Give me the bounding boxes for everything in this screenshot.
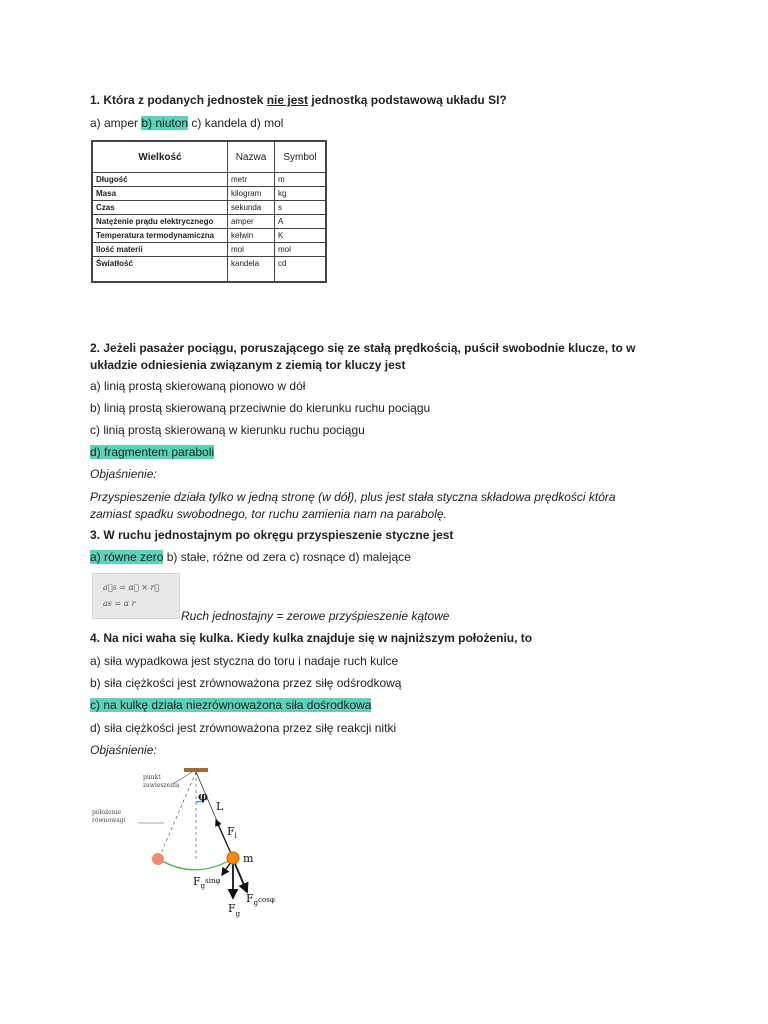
question-4-title: 4. Na nici waha się kulka. Kiedy kulka znajduje się w najniższym położeniu, to (90, 631, 533, 645)
option-a: a) siła wypadkowa jest styczna do toru i nadaje ruch kulce (90, 654, 399, 668)
formula-line-1: a⃗s = α⃗ × r⃗ (103, 583, 160, 592)
equilibrium-label-line-2: równowagi (92, 817, 126, 824)
option-d: d) siła ciężkości jest zrównoważona przez siłę reakcji nitki (90, 721, 397, 735)
sin-component-label: $F_g^{sin\varphi}$ (193, 875, 221, 890)
option-c: c) linią prostą skierowaną w kierunku ruchu pociągu (90, 423, 365, 437)
ceiling-mount (184, 768, 208, 772)
gravity-label: $F_g$ (228, 902, 241, 918)
question-1-title: 1. Która z podanych jednostek nie jest jednostką podstawową układu SI? (90, 93, 507, 107)
table-header: Nazwa (228, 141, 275, 173)
length-label: L (216, 800, 224, 813)
left-ball (152, 853, 164, 865)
mass-label: m (243, 852, 254, 865)
formula-line-2: as = α r (103, 599, 136, 608)
question-1-options: a) amper b) niuton c) kandela d) mol (90, 116, 284, 130)
table-row: Światłość kandela cd (92, 257, 326, 283)
question-3-title: 3. W ruchu jednostajnym po okręgu przyspieszenie styczne jest (90, 528, 454, 542)
explanation-text: Przyspieszenie działa tylko w jedną stronę (w dół), plus jest stała styczna składowa prędkości która zamiast spadku swobodnego, tor ruchu zamienia nam na parabolę. (90, 490, 616, 521)
angle-label: φ (198, 790, 208, 803)
si-units-table (91, 140, 327, 283)
table-row: Długość metr m (92, 173, 326, 187)
table-row: Natężenie prądu elektrycznego amper A (92, 215, 326, 229)
pivot-label-line-2: zawieszenia (143, 782, 180, 789)
table-row: Masa kilogram kg (92, 187, 326, 201)
formula-image (92, 573, 180, 619)
table-row: Ilość materii mol mol (92, 243, 326, 257)
pendulum-mass (227, 852, 239, 864)
table-row: Temperatura termodynamiczna kelwin K (92, 229, 326, 243)
option-b: b) siła ciężkości jest zrównoważona przez siłę odśrodkową (90, 676, 402, 690)
explanation-label: Objaśnienie: (90, 743, 157, 757)
equilibrium-label-line-1: położenie (92, 809, 122, 816)
swing-path (160, 859, 232, 870)
table-header: Symbol (275, 141, 327, 173)
pivot-label-line-1: punkt (143, 774, 161, 781)
option-b: b) linią prostą skierowaną przeciwnie do kierunku ruchu pociągu (90, 401, 431, 415)
answer-highlight: d) fragmentem paraboli (90, 445, 215, 459)
option-d (90, 444, 214, 461)
pendulum-diagram (80, 762, 310, 922)
question-2-title: 2. Jeżeli pasażer pociągu, poruszającego się ze stałą prędkością, puścił swobodnie klucze, to w układzie odniesienia związanym z ziemią tor kluczy jest (90, 341, 636, 372)
answer-highlight: b) niuton (141, 116, 189, 130)
table-header: Wielkość (92, 141, 228, 173)
explanation-label: Objaśnienie: (90, 467, 157, 481)
table-row: Czas sekunda s (92, 201, 326, 215)
answer-highlight: a) równe zero (90, 550, 164, 564)
note: Ruch jednostajny = zerowe przyśpieszenie kątowe (181, 609, 450, 623)
tension-label: $F_l$ (227, 825, 237, 840)
question-3-options: a) równe zero b) stałe, różne od zera c) rosnące d) malejące (90, 550, 411, 564)
answer-highlight: c) na kulkę działa niezrównoważona siła dośrodkowa (90, 698, 372, 712)
option-c (90, 697, 371, 714)
option-a: a) linią prostą skierowaną pionowo w dół (90, 379, 306, 393)
cos-component-label: $F_g^{cos\varphi}$ (246, 892, 275, 907)
